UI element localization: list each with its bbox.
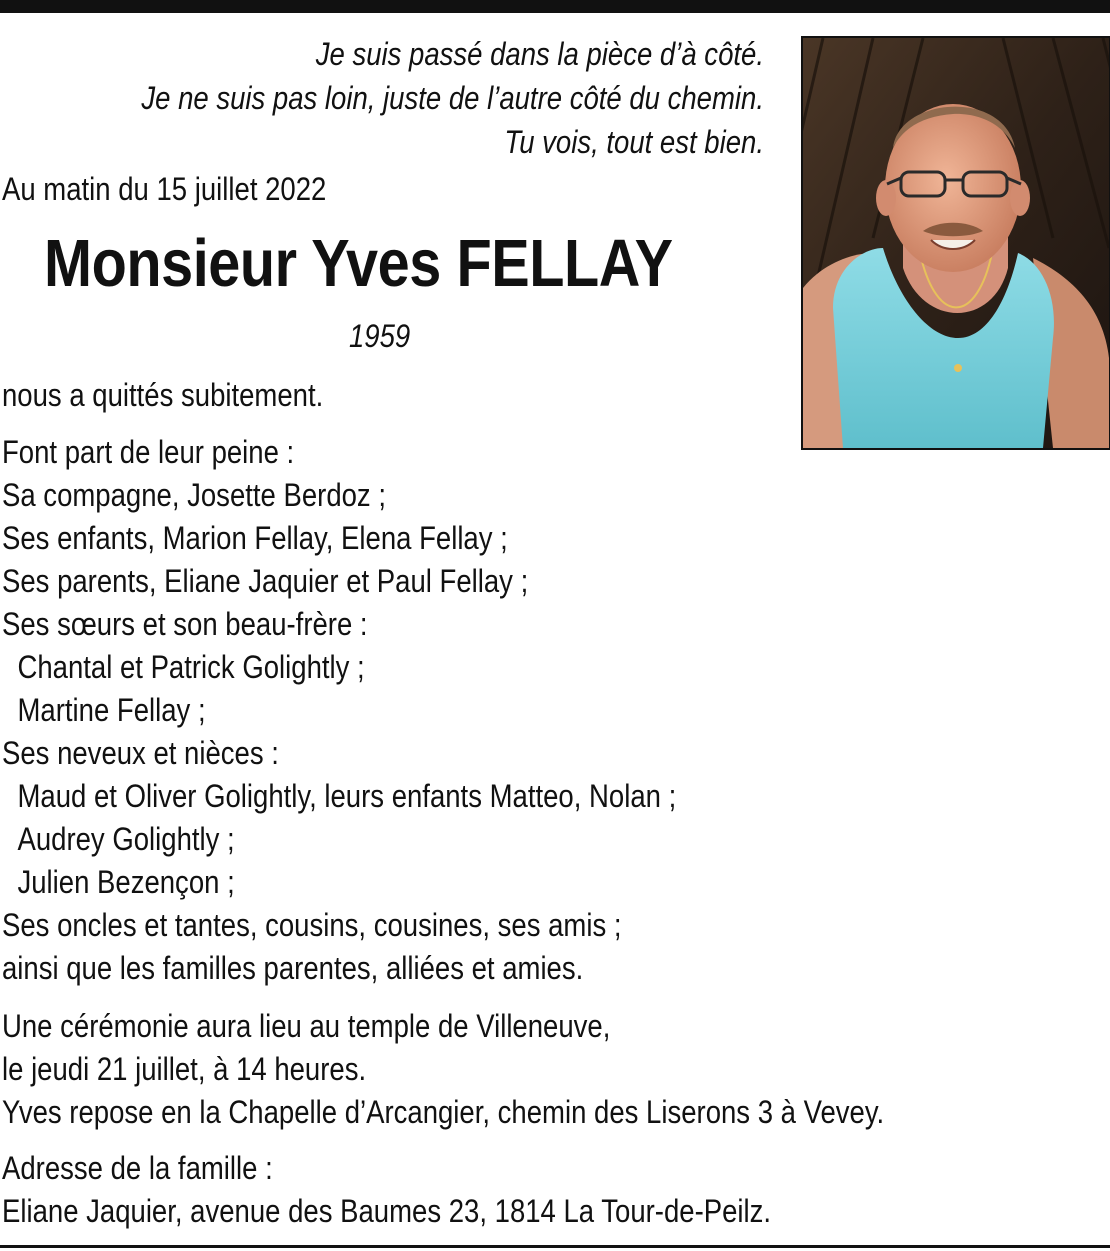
- poem-line: Tu vois, tout est bien.: [504, 124, 764, 160]
- poem-quote: [141, 32, 764, 164]
- family-line: Audrey Golightly ;: [17, 821, 235, 857]
- birth-year: 1959: [349, 318, 411, 354]
- family-line: Ses enfants, Marion Fellay, Elena Fellay ;: [2, 520, 508, 556]
- family-line: Sa compagne, Josette Berdoz ;: [2, 477, 386, 513]
- family-line: Martine Fellay ;: [17, 692, 206, 728]
- ceremony-line: le jeudi 21 juillet, à 14 heures.: [2, 1051, 367, 1087]
- bottom-rule: [0, 1245, 1110, 1248]
- family-line: Font part de leur peine :: [2, 434, 295, 470]
- address-value: Eliane Jaquier, avenue des Baumes 23, 1814 La Tour-de-Peilz.: [2, 1193, 772, 1229]
- departed-text: nous a quittés subitement.: [2, 377, 324, 413]
- poem-line: Je suis passé dans la pièce d’à côté.: [315, 36, 764, 72]
- family-line: Julien Bezençon ;: [17, 864, 235, 900]
- family-line: Ses oncles et tantes, cousins, cousines, ses amis ;: [2, 907, 622, 943]
- family-line: Maud et Oliver Golightly, leurs enfants Matteo, Nolan ;: [17, 778, 677, 814]
- poem-line: Je ne suis pas loin, juste de l’autre côté du chemin.: [141, 80, 764, 116]
- portrait-photo: [801, 36, 1110, 450]
- ceremony-block: [2, 1005, 884, 1134]
- top-rule: [0, 0, 1110, 13]
- ceremony-line: Une cérémonie aura lieu au temple de Villeneuve,: [2, 1008, 611, 1044]
- deceased-name: Monsieur Yves FELLAY: [44, 226, 673, 301]
- family-line: Ses neveux et nièces :: [2, 735, 279, 771]
- ceremony-line: Yves repose en la Chapelle d’Arcangier, chemin des Liserons 3 à Vevey.: [2, 1094, 885, 1130]
- family-list: [2, 431, 676, 990]
- departed-line: [2, 374, 323, 417]
- family-line: Chantal et Patrick Golightly ;: [17, 649, 365, 685]
- family-line: Ses sœurs et son beau-frère :: [2, 606, 368, 642]
- address-label: Adresse de la famille :: [2, 1150, 273, 1186]
- address-block: [2, 1147, 771, 1233]
- family-line: Ses parents, Eliane Jaquier et Paul Fellay ;: [2, 563, 529, 599]
- family-line: ainsi que les familles parentes, alliées et amies.: [2, 950, 584, 986]
- date-line: Au matin du 15 juillet 2022: [2, 171, 327, 207]
- portrait-illustration: [803, 38, 1109, 448]
